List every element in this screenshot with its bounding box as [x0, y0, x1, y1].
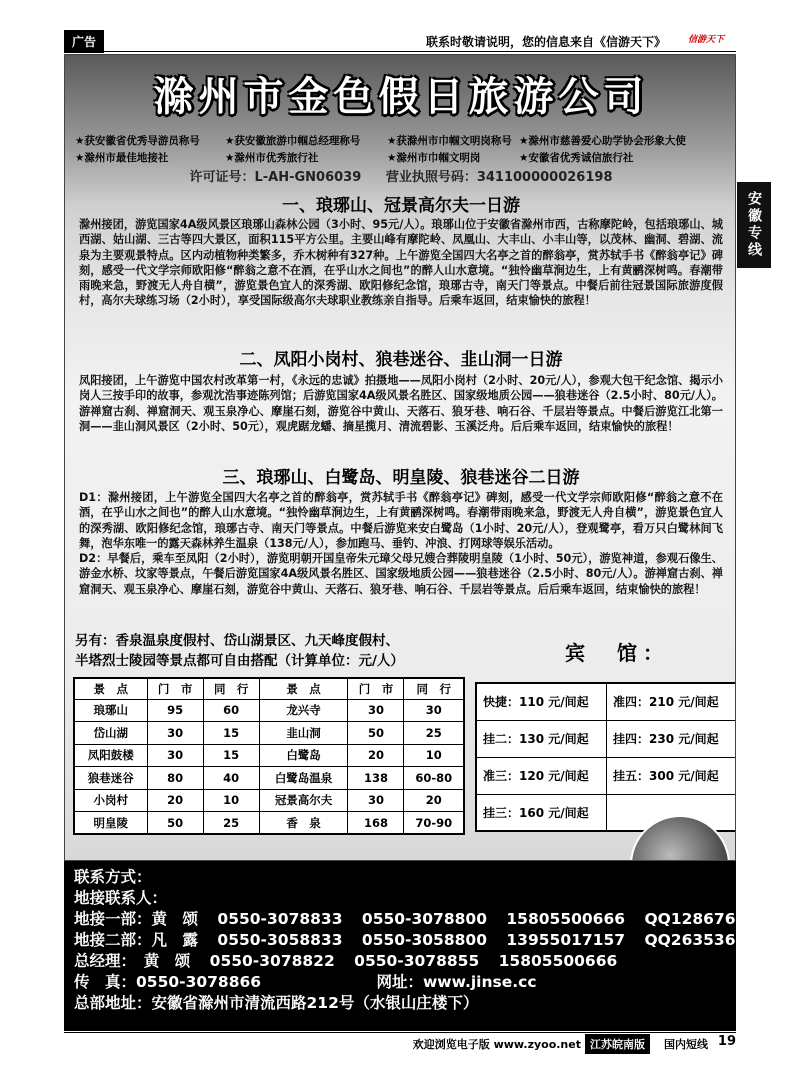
table-row: [74, 812, 464, 835]
table-cell: 50: [147, 812, 203, 835]
section-label: 国内短线: [664, 1038, 708, 1051]
hotel-price-table: [475, 682, 736, 832]
mobile-number[interactable]: 15805500666: [498, 952, 618, 970]
table-cell: 50: [348, 722, 404, 745]
contact-line: [74, 930, 779, 951]
table-cell: 138: [348, 767, 404, 790]
table-cell: 狼巷迷谷: [74, 767, 147, 790]
table-row: [476, 757, 736, 794]
contact-person: 地接一部：黄 颂: [74, 910, 199, 928]
hotel-price: 挂四：230 元/间起: [607, 720, 737, 757]
column-header: 同 行: [404, 678, 464, 699]
table-cell: 15: [203, 722, 259, 745]
contact-line: [74, 951, 726, 972]
honor-item: ★安徽省优秀诚信旅行社: [519, 152, 634, 164]
table-cell: 岱山湖: [74, 722, 147, 745]
phone-number[interactable]: 0550-3078855: [354, 952, 480, 970]
table-cell: 琅琊山: [74, 699, 147, 722]
honor-item: ★获滁州市巾帼文明岗称号: [387, 135, 512, 147]
qq-number[interactable]: QQ2635367666: [644, 931, 779, 949]
top-bar: [64, 30, 736, 52]
contact-line: [74, 909, 779, 930]
contact-person: 总经理： 黄 颂: [74, 952, 191, 970]
table-row: [74, 722, 464, 745]
table-cell: 香 泉: [259, 812, 348, 835]
phone-number[interactable]: 0550-3078833: [217, 910, 343, 928]
route-title: 一、琅琊山、冠景高尔夫一日游: [282, 196, 520, 216]
hotel-title: 宾 馆：: [565, 641, 669, 665]
page-footer: [64, 1032, 736, 1052]
phone-number[interactable]: 0550-3058800: [361, 931, 487, 949]
table-cell: 30: [147, 744, 203, 767]
mobile-number[interactable]: 15805500666: [506, 910, 626, 928]
hotel-price: 快捷：110 元/间起: [476, 683, 607, 720]
phone-number[interactable]: 0550-3078822: [209, 952, 335, 970]
contact-person: 地接二部：凡 露: [74, 931, 199, 949]
table-cell: 凤阳鼓楼: [74, 744, 147, 767]
table-cell: 60-80: [404, 767, 464, 790]
route-title: 二、凤阳小岗村、狼巷迷谷、韭山洞一日游: [239, 350, 563, 370]
table-cell: 25: [203, 812, 259, 835]
table-cell: 30: [348, 789, 404, 812]
table-cell: 明皇陵: [74, 812, 147, 835]
honor-item: ★获安徽旅游巾帼总经理称号: [225, 135, 361, 147]
website-link[interactable]: 网址：www.jinse.cc: [376, 973, 537, 991]
table-cell: 95: [147, 699, 203, 722]
table-cell: 20: [348, 744, 404, 767]
column-header: 同 行: [203, 678, 259, 699]
honor-item: ★滁州市优秀旅行社: [225, 152, 319, 164]
address-line: 总部地址：安徽省滁州市清流西路212号（水银山庄楼下）: [74, 994, 479, 1012]
table-row: [74, 789, 464, 812]
brand-logo: 信游天下: [687, 35, 724, 45]
business-license: 营业执照号码：341100000026198: [385, 170, 613, 185]
contact-block: [64, 861, 779, 1031]
extra-line: 另有：香泉温泉度假村、岱山湖景区、九天峰度假村、: [75, 633, 399, 649]
table-header-row: [74, 678, 464, 699]
extra-spots: [75, 631, 495, 671]
table-cell: 10: [203, 789, 259, 812]
honor-item: ★获安徽省优秀导游员称号: [75, 135, 200, 147]
phone-number[interactable]: 0550-3058833: [217, 931, 343, 949]
phone-number[interactable]: 0550-3078800: [361, 910, 487, 928]
route-description: D1：滁州接团，上午游览全国四大名亭之首的醉翁亭，赏苏轼手书《醉翁亭记》碑刻，感受一代文学宗师欧阳修“醉翁之意不在酒，在乎山水之间也”的醉人山水意境。“独怜幽草涧边生，上有黄鹂深树鸣。春潮带雨晚来急，野渡无人舟自横”，游览景色宜人的深秀湖、欧阳修纪念馆，琅琊古寺、南天门等景点。中餐后游览来安白鹭岛（1小时、20元/人），登观鹭亭，看万只白鹭林间飞舞，泡华东唯一的露天森林养生温泉（138元/人），参加跑马、垂钓、冲浪、打网球等娱乐活动。 D2：早餐后，乘车至凤阳（2小时），游览明朝开国皇帝朱元璋父母兄嫂合葬陵明皇陵（1小时、50元），游览神道，参观石像生、游金水桥、坟家等景点，午餐后游览国家4A级风景名胜区、国家级地质公园——狼巷迷谷（2.5小时、80元/人）。游禅窟古刹、禅窟洞天、观玉泉净心、摩崖石刻，游览谷中黄山、天落石、狼牙巷、响石谷、千层岩等景点。后后乘车返回，结束愉快的旅程！: [79, 491, 723, 596]
table-cell: 70-90: [404, 812, 464, 835]
honor-item: ★滁州市巾帼文明岗: [387, 152, 481, 164]
license-number: 许可证号：L-AH-GN06039: [189, 170, 362, 185]
column-header: 门 市: [147, 678, 203, 699]
hotel-price: 准四：210 元/间起: [607, 683, 737, 720]
source-notice: 联系时敬请说明，您的信息来自《信游天下》: [425, 35, 666, 49]
table-cell: 30: [147, 722, 203, 745]
spot-price-table: [73, 677, 465, 835]
contact-title: 联系方式：: [74, 868, 152, 886]
column-header: 景 点: [259, 678, 348, 699]
edition-badge: 江苏皖南版: [585, 1034, 650, 1054]
hotel-price: 准三：120 元/间起: [476, 757, 607, 794]
hotel-price: 挂五：300 元/间起: [607, 757, 737, 794]
table-cell: 60: [203, 699, 259, 722]
honors-list: [75, 133, 735, 165]
ad-panel: [64, 54, 736, 861]
table-cell: 168: [348, 812, 404, 835]
table-row: [74, 699, 464, 722]
table-cell: 白鹭岛: [259, 744, 348, 767]
table-cell: 25: [404, 722, 464, 745]
honor-item: ★滁州市慈善爱心助学协会形象大使: [519, 135, 686, 147]
table-cell: 10: [404, 744, 464, 767]
table-cell: 小岗村: [74, 789, 147, 812]
honor-item: ★滁州市最佳地接社: [75, 152, 169, 164]
license-line: [65, 166, 736, 185]
ad-label: 广告: [64, 30, 104, 53]
table-cell: 龙兴寺: [259, 699, 348, 722]
ebook-link[interactable]: 欢迎浏览电子版 www.zyoo.net: [412, 1038, 581, 1051]
table-cell: 韭山洞: [259, 722, 348, 745]
table-row: [74, 767, 464, 790]
extra-line: 半塔烈士陵园等景点都可自由搭配（计算单位：元/人）: [75, 653, 404, 669]
qq-number[interactable]: QQ1286764198: [644, 910, 779, 928]
table-cell: 15: [203, 744, 259, 767]
mobile-number[interactable]: 13955017157: [506, 931, 626, 949]
hotel-price: 挂二：130 元/间起: [476, 720, 607, 757]
table-cell: 30: [348, 699, 404, 722]
table-row: [74, 744, 464, 767]
table-cell: 30: [404, 699, 464, 722]
table-row: [476, 683, 736, 720]
table-row: [476, 720, 736, 757]
table-cell: 白鹭岛温泉: [259, 767, 348, 790]
fax-number: 传 真：0550-3078866: [74, 973, 262, 991]
route-description: 凤阳接团，上午游览中国农村改革第一村，《永远的忠诚》拍摄地——凤阳小岗村（2小时、20元/人），参观大包干纪念馆、揭示小岗人三按手印的故事，参观沈浩事迹陈列馆；后游览国家4A级风景名胜区、国家级地质公园——狼巷迷谷（2.5小时、80元/人）。游禅窟古刹、禅窟洞天、观玉泉净心、摩崖石刻，游览谷中黄山、天落石、狼牙巷、响石谷、千层岩等景点。中餐后游览江北第一洞——韭山洞风景区（2小时、50元），观虎踞龙蟠、摘星揽月、清流碧影、玉溪泛舟。后后乘车返回，结束愉快的旅程！: [79, 374, 723, 433]
contact-subtitle: 地接联系人：: [74, 889, 168, 907]
table-cell: 20: [147, 789, 203, 812]
page-number: 19: [717, 1034, 736, 1049]
table-cell: 80: [147, 767, 203, 790]
hotel-price: 挂三：160 元/间起: [476, 794, 607, 831]
table-cell: 40: [203, 767, 259, 790]
column-header: 门 市: [348, 678, 404, 699]
region-tab[interactable]: 安徽专线: [737, 182, 771, 268]
company-name: 滁州市金色假日旅游公司: [153, 74, 649, 120]
column-header: 景 点: [74, 678, 147, 699]
table-cell: 冠景高尔夫: [259, 789, 348, 812]
route-title: 三、琅琊山、白鹭岛、明皇陵、狼巷迷谷二日游: [222, 468, 580, 488]
table-cell: 20: [404, 789, 464, 812]
route-description: 滁州接团，游览国家4A级风景区琅琊山森林公园（3小时、95元/人）。琅琊山位于安徽省滁州市西，古称摩陀岭，包括琅琊山、城西湖、姑山湖、三古等四大景区，面积115平方公里。主要山峰有摩陀岭、凤凰山、大丰山、小丰山等，以茂林、幽洞、碧湖、流泉为主要观景特点。区内动植物种类繁多，乔木树种有327种。上午游览全国四大名亭之首的醉翁亭，赏苏轼手书《醉翁亭记》碑刻，感受一代文学宗师欧阳修“醉翁之意不在酒，在乎山水之间也”的醉人山水意境。“独怜幽草涧边生，上有黄鹂深树鸣。春潮带雨晚来急，野渡无人舟自横”，游览景色宜人的深秀湖、欧阳修纪念馆，琅琊古寺，南天门等景点。中餐后前往冠景国际旅游度假村，高尔夫球练习场（2小时），享受国际级高尔夫球职业教练亲自指导。后乘车返回，结束愉快的旅程！: [79, 218, 723, 308]
fax-website-line: [74, 972, 726, 993]
